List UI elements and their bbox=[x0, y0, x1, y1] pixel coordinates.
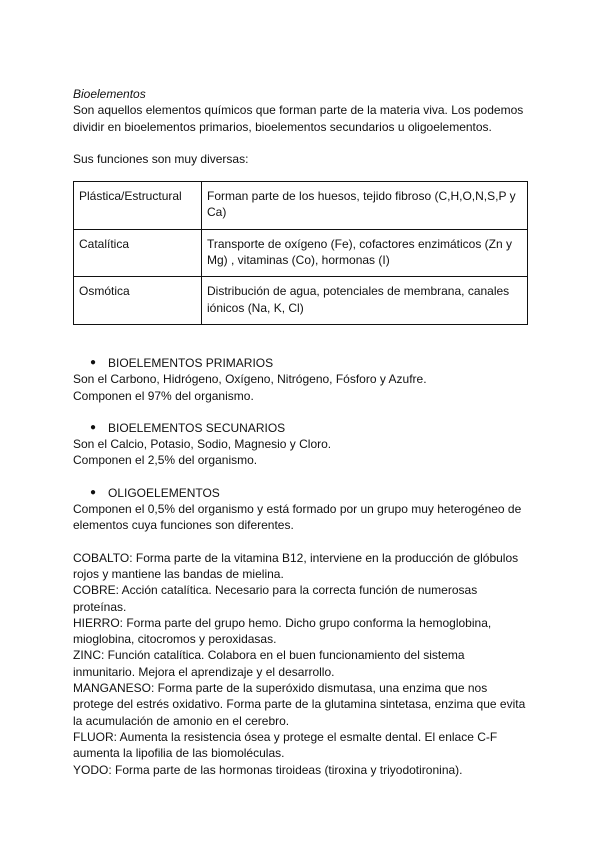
oligo-item: MANGANESO: Forma parte de la superóxido dismutasa, una enzima que nos protege del estrés oxidativo. Forma parte de la glutamina sintetasa, enzima que evita la acumulación de amonio en el cerebro. bbox=[73, 681, 526, 728]
table-row bbox=[74, 229, 528, 277]
oligo-list bbox=[73, 550, 528, 778]
table-cell-description: Forman parte de los huesos, tejido fibroso (C,H,O,N,S,P y Ca) bbox=[202, 182, 528, 230]
bullet-heading: ● OLIGOELEMENTOS bbox=[90, 485, 220, 500]
oligo-item: FLUOR: Aumenta la resistencia ósea y protege el esmalte dental. El enlace C-F aumenta la lipofilia de las biomoléculas. bbox=[73, 729, 498, 761]
table-row bbox=[74, 182, 528, 230]
section-secundarios bbox=[73, 420, 528, 469]
bullet-heading: ● BIOELEMENTOS PRIMARIOS bbox=[90, 355, 274, 370]
table-cell-function: Catalítica bbox=[74, 229, 202, 277]
spacer bbox=[73, 135, 528, 151]
section-line: Componen el 0,5% del organismo y está formado por un grupo muy heterogéneo de elementos cuya funciones son diferentes. bbox=[73, 502, 522, 533]
bullet-icon: ● bbox=[90, 356, 97, 368]
section-oligoelementos bbox=[73, 485, 528, 534]
oligo-item: YODO: Forma parte de las hormonas tiroideas (tiroxina y triyodotironina). bbox=[73, 762, 463, 777]
oligo-item: COBRE: Acción catalítica. Necesario para la correcta función de numerosas proteínas. bbox=[73, 583, 478, 614]
oligo-item: ZINC: Función catalítica. Colabora en el buen funcionamiento del sistema inmunitario. Mejora el aprendizaje y el desarrollo. bbox=[73, 648, 465, 679]
section-primarios bbox=[73, 355, 528, 404]
table-cell-description: Distribución de agua, potenciales de membrana, canales iónicos (Na, K, Cl) bbox=[202, 277, 528, 325]
document-page bbox=[73, 86, 528, 778]
functions-table bbox=[73, 181, 528, 325]
table-cell-description: Transporte de oxígeno (Fe), cofactores enzimáticos (Zn y Mg) , vitaminas (Co), hormonas (I) bbox=[202, 229, 528, 277]
spacer bbox=[73, 469, 528, 485]
spacer bbox=[73, 534, 528, 550]
table-cell-function: Plástica/Estructural bbox=[74, 182, 202, 230]
bullet-icon: ● bbox=[90, 421, 97, 433]
table-cell-function: Osmótica bbox=[74, 277, 202, 325]
oligo-item: COBALTO: Forma parte de la vitamina B12, interviene en la producción de glóbulos rojos y mantiene las bandas de mielina. bbox=[73, 550, 519, 581]
spacer bbox=[73, 325, 528, 355]
functions-intro: Sus funciones son muy diversas: bbox=[73, 151, 249, 166]
document-title: Bioelementos bbox=[73, 87, 146, 101]
intro-paragraph: Son aquellos elementos químicos que forman parte de la materia viva. Los podemos dividir en bioelementos primarios, bioelementos secundarios u oligoelementos. bbox=[73, 103, 524, 134]
section-line: Son el Calcio, Potasio, Sodio, Magnesio y Cloro. bbox=[73, 437, 332, 452]
oligo-item: HIERRO: Forma parte del grupo hemo. Dicho grupo conforma la hemoglobina, mioglobina, citocromos y peroxidasas. bbox=[73, 615, 492, 647]
section-line: Componen el 2,5% del organismo. bbox=[73, 453, 258, 468]
spacer bbox=[73, 404, 528, 420]
table-row bbox=[74, 277, 528, 325]
section-line: Componen el 97% del organismo. bbox=[73, 388, 254, 403]
bullet-heading: ● BIOELEMENTOS SECUNARIOS bbox=[90, 420, 286, 435]
section-line: Son el Carbono, Hidrógeno, Oxígeno, Nitrógeno, Fósforo y Azufre. bbox=[73, 372, 427, 387]
bullet-icon: ● bbox=[90, 486, 97, 498]
